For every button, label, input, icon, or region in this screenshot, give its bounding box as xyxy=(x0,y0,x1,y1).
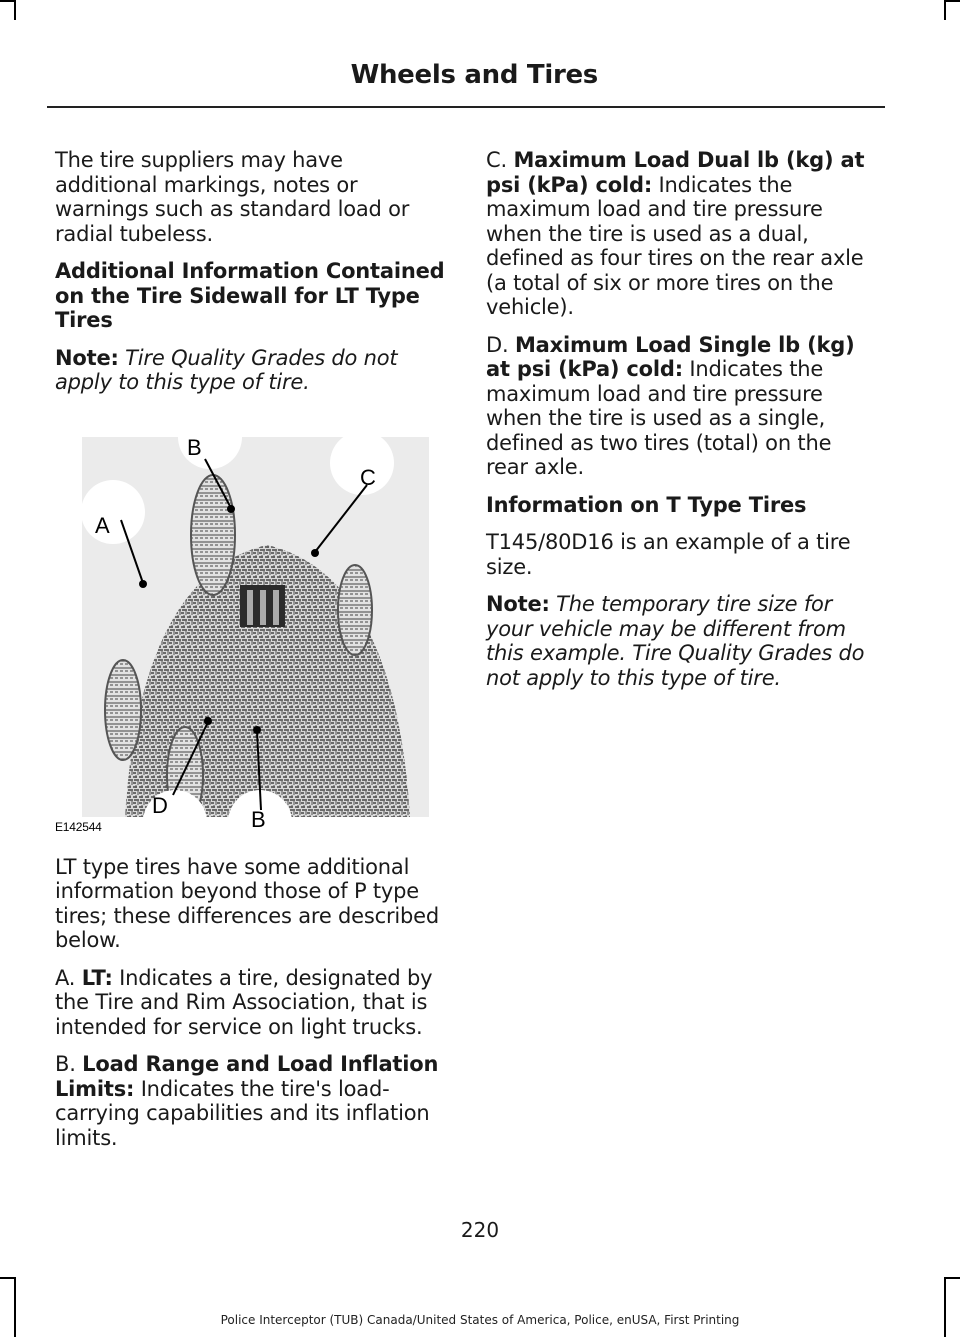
crop-mark xyxy=(0,0,14,2)
item-d-term: Maximum Load Single lb (kg) at psi (kPa) cold: xyxy=(486,332,855,381)
item-a-letter: A. xyxy=(55,965,76,990)
crop-mark xyxy=(14,1277,16,1337)
item-b-text: Indicates the tire's load-carrying capabilities and its inflation limits. xyxy=(55,1076,430,1150)
item-b-letter: B. xyxy=(55,1052,76,1076)
marking-ring-top xyxy=(191,475,235,595)
figure-id: E142544 xyxy=(55,819,102,834)
item-a-text: Indicates a tire, designated by the Tire and Rim Association, that is intended for service on light trucks. xyxy=(55,965,433,1039)
crop-mark xyxy=(946,0,960,2)
crop-mark xyxy=(944,0,946,20)
marking-ring-right xyxy=(338,565,372,655)
callout-label-b-top: B xyxy=(187,434,202,460)
callout-point-c xyxy=(311,549,319,557)
footer-text: Police Interceptor (TUB) Canada/United States of America, Police, enUSA, First Printing xyxy=(220,1313,740,1327)
item-c-term: Maximum Load Dual lb (kg) at psi (kPa) cold: xyxy=(486,148,865,197)
tire-size-paragraph: T145/80D16 is an example of a tire size. xyxy=(486,530,851,579)
callout-label-a: A xyxy=(95,512,110,538)
note xyxy=(55,346,447,395)
note-label: Note: xyxy=(486,592,550,616)
page-title: Wheels and Tires xyxy=(350,60,598,90)
item-a-term: LT: xyxy=(81,965,113,990)
crop-mark xyxy=(14,0,16,20)
marking-ring-left xyxy=(105,660,141,760)
callout-point-a xyxy=(139,580,147,588)
note-label: Note: xyxy=(55,345,119,370)
item-d xyxy=(486,333,878,480)
callout-label-d: D xyxy=(152,792,168,818)
callout-label-c: C xyxy=(360,464,376,490)
note-text: The temporary tire size for your vehicle may be different from this example. Tire Quality Grades do not apply to this type of tire. xyxy=(486,592,865,690)
item-d-letter: D. xyxy=(486,332,509,357)
callout-point-d xyxy=(204,717,212,725)
item-c-letter: C. xyxy=(486,148,507,172)
intro-paragraph: The tire suppliers may have additional markings, notes or warnings such as standard load or radial tubeless. xyxy=(55,148,410,246)
section-heading: Additional Information Contained on the Tire Sidewall for LT Type Tires xyxy=(55,259,445,332)
note-right xyxy=(486,592,878,690)
section-heading-t-type: Information on T Type Tires xyxy=(486,492,807,517)
right-column xyxy=(486,148,878,703)
item-b-term: Load Range and Load Inflation Limits: xyxy=(55,1052,439,1101)
note-text: Tire Quality Grades do not apply to this type of tire. xyxy=(55,345,398,394)
item-d-text: Indicates the maximum load and tire pressure when the tire is used as a single, defined as two tires (total) on the rear axle. xyxy=(486,357,832,479)
item-a xyxy=(55,966,447,1040)
tire-sidewall-figure xyxy=(55,415,447,835)
tire-sidewall-illustration xyxy=(55,415,447,835)
callout-point-b-bottom xyxy=(253,726,261,734)
lt-intro-paragraph: LT type tires have some additional information beyond those of P type tires; these differences are described below. xyxy=(55,854,440,952)
crop-mark xyxy=(946,1277,960,1279)
crop-mark xyxy=(0,1277,14,1279)
callout-label-b-bottom: B xyxy=(251,806,266,832)
callout-bubble-a xyxy=(81,480,145,544)
item-c-text: Indicates the maximum load and tire pressure when the tire is used as a dual, defined as four tires on the rear axle (a total of six or more tires on the vehicle). xyxy=(486,172,864,319)
left-column xyxy=(55,148,447,1163)
header-divider xyxy=(47,106,885,108)
item-c xyxy=(486,148,878,320)
page-number: 220 xyxy=(460,1218,500,1242)
crop-mark xyxy=(944,1277,946,1337)
item-b xyxy=(55,1052,447,1150)
callout-point-b-top xyxy=(227,505,235,513)
